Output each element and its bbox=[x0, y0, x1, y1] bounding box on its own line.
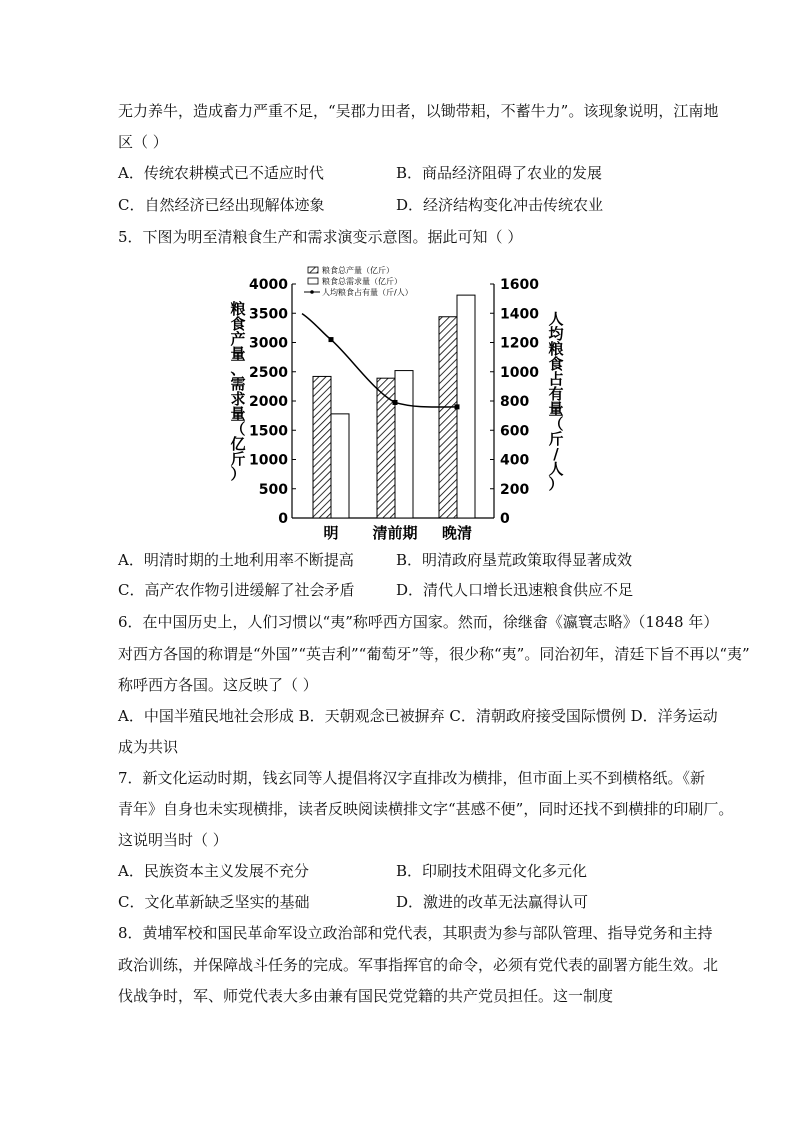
category-label: 晚清 bbox=[441, 524, 473, 540]
left-axis-title: 粮 bbox=[230, 300, 246, 318]
left-axis-title: 求 bbox=[230, 390, 246, 408]
left-axis-title: 食 bbox=[230, 315, 246, 333]
q4-text-line1: 无力养牛，造成畜力严重不足，“吴郡力田者，以锄带耜，不蓄牛力”。该现象说明，江南地 bbox=[118, 102, 719, 120]
q8-text-line1: 8．黄埔军校和国民革命军设立政治部和党代表，其职责为参与部队管理、指导党务和主持 bbox=[118, 924, 713, 942]
left-axis-title: 需 bbox=[230, 375, 246, 393]
q6-options[interactable]: A．中国半殖民地社会形成 B．天朝观念已被摒弃 C．清朝政府接受国际惯例 D．洋务运动 bbox=[118, 707, 718, 725]
q5-stem: 5．下图为明至清粮食生产和需求演变示意图。据此可知（ ） bbox=[118, 228, 523, 246]
right-tick-label: 1200 bbox=[500, 335, 539, 352]
q5-option-c[interactable]: C．高产农作物引进缓解了社会矛盾 bbox=[118, 581, 355, 599]
bar-demand bbox=[457, 295, 475, 518]
q4-option-b[interactable]: B．商品经济阻碍了农业的发展 bbox=[396, 164, 603, 182]
right-tick-label: 200 bbox=[500, 481, 530, 498]
left-axis-title: 、 bbox=[230, 360, 246, 378]
category-label: 明 bbox=[323, 524, 339, 540]
per-capita-point bbox=[455, 404, 460, 409]
q5-option-d[interactable]: D．清代人口增长迅速粮食供应不足 bbox=[396, 581, 634, 599]
left-tick-label: 3500 bbox=[249, 306, 288, 323]
q4-option-d[interactable]: D．经济结构变化冲击传统农业 bbox=[396, 196, 604, 214]
right-tick-label: 1400 bbox=[500, 306, 539, 323]
right-axis-title: 斤 bbox=[548, 430, 564, 448]
bar-demand bbox=[331, 414, 349, 518]
left-axis-title: ） bbox=[230, 465, 246, 483]
q8-text-line3: 伐战争时，军、师党代表大多由兼有国民党党籍的共产党员担任。这一制度 bbox=[118, 987, 614, 1005]
right-axis-title: （ bbox=[548, 415, 564, 433]
q7-option-d[interactable]: D．激进的改革无法赢得认可 bbox=[396, 893, 589, 911]
left-axis-title: 量 bbox=[230, 405, 246, 423]
right-tick-label: 400 bbox=[500, 452, 530, 469]
left-tick-label: 2500 bbox=[249, 364, 288, 381]
right-tick-label: 1000 bbox=[500, 364, 539, 381]
per-capita-point bbox=[393, 400, 398, 405]
left-axis-title: 亿 bbox=[230, 435, 246, 453]
grain-chart bbox=[228, 262, 582, 540]
q4-option-c[interactable]: C．自然经济已经出现解体迹象 bbox=[118, 196, 325, 214]
legend-label-production: 粮食总产量（亿斤） bbox=[322, 266, 394, 275]
left-axis-title: 量 bbox=[230, 345, 246, 363]
right-tick-label: 600 bbox=[500, 423, 530, 440]
right-axis-title: 占 bbox=[548, 370, 564, 388]
per-capita-point bbox=[329, 337, 334, 342]
left-tick-label: 1000 bbox=[249, 452, 288, 469]
left-tick-label: 2000 bbox=[249, 394, 288, 410]
right-axis-title: 有 bbox=[548, 385, 564, 403]
bar-demand bbox=[395, 371, 413, 518]
left-tick-label: 1500 bbox=[249, 423, 288, 440]
legend-label-per-capita: 人均粮食占有量（斤/人） bbox=[322, 288, 413, 297]
bar-production bbox=[377, 378, 395, 518]
q7-text-line2: 青年》自身也未实现横排，读者反映阅读横排文字“甚感不便”，同时还找不到横排的印刷厂。 bbox=[118, 800, 734, 818]
left-tick-label: 3000 bbox=[249, 335, 288, 352]
left-tick-label: 0 bbox=[278, 511, 288, 527]
right-axis-title: 量 bbox=[548, 400, 564, 418]
q6-text-line1: 6．在中国历史上，人们习惯以“夷”称呼西方国家。然而，徐继畲《瀛寰志略》（1848 年） bbox=[118, 613, 719, 631]
bar-production bbox=[313, 376, 331, 518]
right-axis-title: ） bbox=[548, 475, 564, 493]
right-axis-title: 粮 bbox=[548, 340, 564, 358]
q7-text-line1: 7．新文化运动时期，钱玄同等人提倡将汉字直排改为横排，但市面上买不到横格纸。《新 bbox=[118, 769, 706, 787]
q6-text-line2: 对西方各国的称谓是“外国”“英吉利”“葡萄牙”等，很少称“夷”。同治初年，清廷下旨不再以“夷” bbox=[118, 645, 750, 663]
right-tick-label: 0 bbox=[500, 511, 510, 527]
chart-legend bbox=[304, 265, 413, 297]
left-axis-title: （ bbox=[230, 420, 246, 438]
q6-text-line3: 称呼西方各国。这反映了（ ） bbox=[118, 676, 318, 694]
left-tick-label: 500 bbox=[258, 481, 288, 498]
right-axis-title: / bbox=[553, 445, 559, 463]
legend-swatch-production bbox=[308, 267, 318, 273]
legend-swatch-demand bbox=[308, 278, 318, 284]
q5-option-a[interactable]: A．明清时期的土地利用率不断提高 bbox=[118, 551, 354, 569]
q7-option-c[interactable]: C．文化革新缺乏坚实的基础 bbox=[118, 893, 310, 911]
left-axis-title: 产 bbox=[230, 330, 246, 348]
right-tick-label: 1600 bbox=[500, 277, 539, 293]
left-tick-label: 4000 bbox=[249, 277, 288, 293]
right-axis-title: 均 bbox=[548, 325, 564, 343]
q4-option-a[interactable]: A．传统农耕模式已不适应时代 bbox=[118, 164, 324, 182]
legend-label-demand: 粮食总需求量（亿斤） bbox=[322, 277, 402, 286]
q8-text-line2: 政治训练，并保障战斗任务的完成。军事指挥官的命令，必须有党代表的副署方能生效。北 bbox=[118, 956, 719, 974]
bar-production bbox=[439, 317, 457, 518]
right-axis-title: 人 bbox=[548, 310, 564, 328]
left-axis-title: 斤 bbox=[230, 450, 246, 468]
q7-option-a[interactable]: A．民族资本主义发展不充分 bbox=[118, 862, 309, 880]
right-tick-label: 800 bbox=[500, 394, 530, 410]
q7-option-b[interactable]: B．印刷技术阻碍文化多元化 bbox=[396, 862, 588, 880]
right-axis-title: 食 bbox=[548, 355, 564, 373]
q5-option-b[interactable]: B．明清政府垦荒政策取得显著成效 bbox=[396, 551, 633, 569]
q4-text-line2: 区（ ） bbox=[118, 133, 168, 151]
right-axis-title: 人 bbox=[548, 460, 564, 478]
q6-options-cont[interactable]: 成为共识 bbox=[118, 738, 179, 756]
q7-text-line3: 这说明当时（ ） bbox=[118, 831, 228, 849]
category-label: 清前期 bbox=[372, 524, 418, 540]
